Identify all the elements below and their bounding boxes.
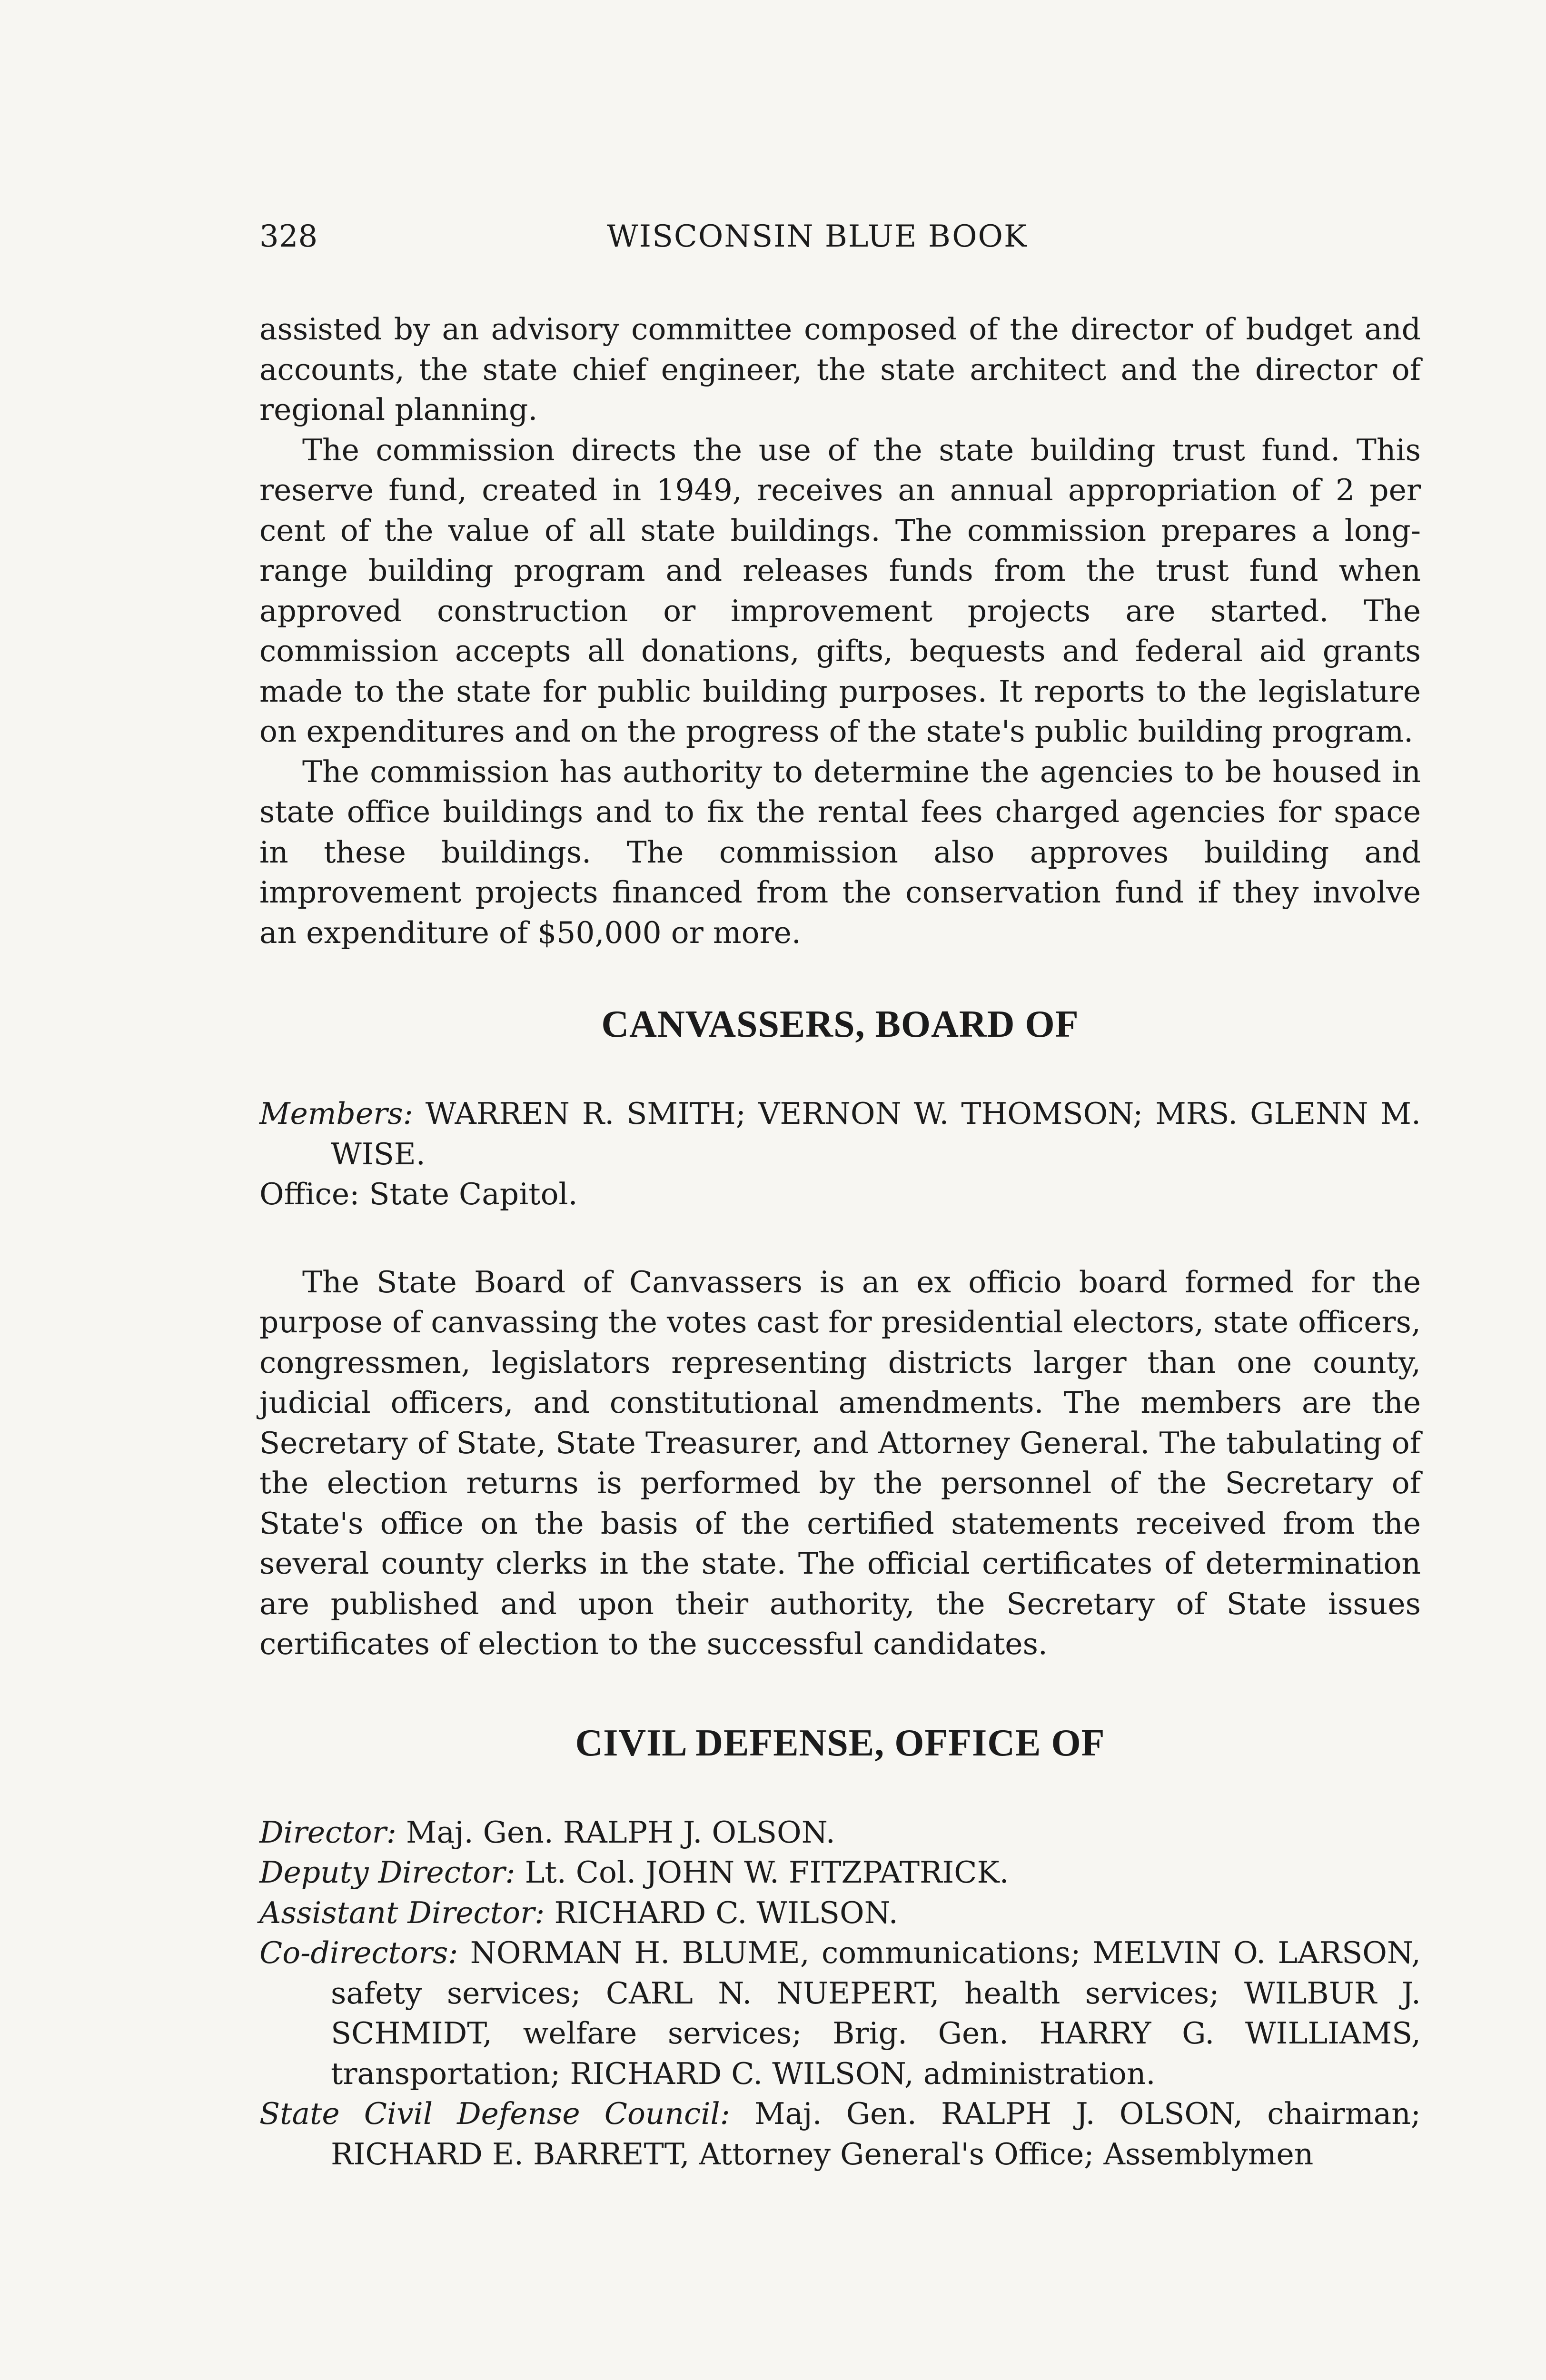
director-line bbox=[259, 1813, 1421, 1853]
page-content bbox=[259, 309, 1421, 2174]
intro-paragraph-3: The commission has authority to determine the agencies to be housed in state office buildings and to fix the rental fees charged agencies for space in these buildings. The commission also approves building and improvement projects financed from the conservation fund if they involve an expenditure of $50,000 or more. bbox=[259, 754, 1421, 950]
council-label: State Civil Defense Council: bbox=[259, 2096, 730, 2131]
assistant-director-line bbox=[259, 1893, 1421, 1934]
deputy-director-value: Lt. Col. JOHN W. FITZPATRICK. bbox=[525, 1855, 1009, 1890]
director-value: Maj. Gen. RALPH J. OLSON. bbox=[406, 1815, 835, 1850]
civil-defense-heading: CIVIL DEFENSE, OFFICE OF bbox=[575, 1722, 1105, 1764]
co-directors-entry bbox=[259, 1933, 1421, 2094]
members-label: Members: bbox=[259, 1096, 413, 1131]
co-directors-label: Co-directors: bbox=[259, 1935, 458, 1970]
book-title: WISCONSIN BLUE BOOK bbox=[607, 219, 1028, 254]
canvassers-office: Office: State Capitol. bbox=[259, 1177, 578, 1211]
assistant-director-label: Assistant Director: bbox=[259, 1895, 545, 1930]
council-value: Maj. Gen. RALPH J. OLSON, chairman; RICHARD E. BARRETT, Attorney General's Office; Assemblymen bbox=[331, 2096, 1421, 2172]
running-head bbox=[259, 219, 1423, 262]
page-number: 328 bbox=[259, 219, 318, 254]
canvassers-members bbox=[259, 1094, 1421, 1174]
assistant-director-value: RICHARD C. WILSON. bbox=[554, 1895, 898, 1930]
canvassers-heading: CANVASSERS, BOARD OF bbox=[601, 1003, 1079, 1045]
members-value: WARREN R. SMITH; VERNON W. THOMSON; MRS. GLENN M. WISE. bbox=[331, 1096, 1421, 1171]
canvassers-body: The State Board of Canvassers is an ex officio board formed for the purpose of canvassing the votes cast for presidential electors, state officers, congressmen, legislators representing districts larger than one county, judicial officers, and constitutional amendments. The members are the Secretary of State, State Treasurer, and Attorney General. The tabulating of the election returns is performed by the personnel of the Secretary of State's office on the basis of the certified statements received from the several county clerks in the state. The official certificates of determination are published and upon their authority, the Secretary of State issues certificates of election to the successful candidates. bbox=[259, 1264, 1421, 1661]
director-label: Director: bbox=[259, 1815, 396, 1850]
intro-paragraph-1: assisted by an advisory committee composed of the director of budget and accounts, the state chief engineer, the state architect and the director of regional planning. bbox=[259, 312, 1421, 427]
deputy-director-label: Deputy Director: bbox=[259, 1855, 515, 1890]
intro-paragraph-2: The commission directs the use of the state building trust fund. This reserve fund, created in 1949, receives an annual appropriation of 2 per cent of the value of all state buildings. The commission prepares a long-range building program and releases funds from the trust fund when approved construction or improvement projects are started. The commission accepts all donations, gifts, bequests and federal aid grants made to the state for public building purposes. It reports to the legislature on expenditures and on the progress of the state's public building program. bbox=[259, 432, 1421, 749]
co-directors-value: NORMAN H. BLUME, communications; MELVIN O. LARSON, safety services; CARL N. NUEPERT, health services; WILBUR J. SCHMIDT, welfare services; Brig. Gen. HARRY G. WILLIAMS, transportation; RICHARD C. WILSON, administration. bbox=[331, 1935, 1421, 2091]
deputy-director-line bbox=[259, 1853, 1421, 1893]
council-entry bbox=[259, 2094, 1421, 2174]
